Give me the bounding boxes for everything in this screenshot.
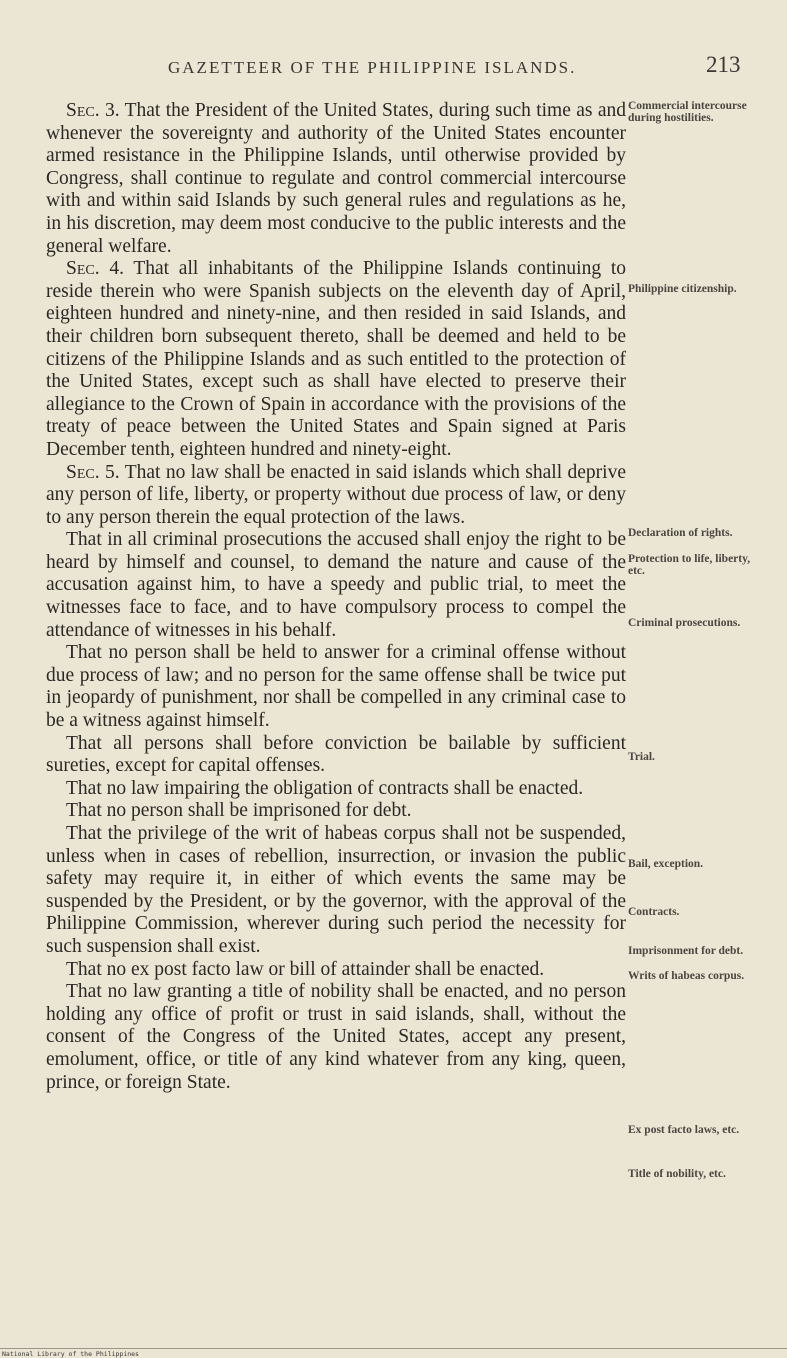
margin-note: Declaration of rights. — [628, 527, 733, 539]
body-text — [46, 100, 626, 1094]
paragraph-text: That no ex post facto law or bill of attainder shall be enacted. — [66, 958, 545, 980]
paragraph-sec-5 — [46, 462, 626, 530]
paragraph-habeas-corpus — [46, 823, 626, 959]
margin-note: Bail, exception. — [628, 858, 704, 870]
paragraph-text: That all persons shall before conviction be bailable by sufficient sureties, except for capital offenses. — [46, 732, 626, 777]
margin-note: Protection to life, liberty, etc. — [628, 553, 751, 577]
margin-note: Trial. — [628, 751, 655, 763]
section-label: Sec. 5. — [66, 461, 120, 483]
page-number: 213 — [706, 52, 741, 77]
footer-divider — [0, 1348, 787, 1349]
page-header — [0, 52, 787, 86]
margin-note: Criminal prosecutions. — [628, 617, 741, 629]
margin-note: Ex post facto laws, etc. — [628, 1124, 740, 1136]
paragraph-trial — [46, 642, 626, 732]
paragraph-imprisonment — [46, 800, 626, 823]
paragraph-nobility — [46, 981, 626, 1094]
paragraph-sec-4 — [46, 258, 626, 461]
paragraph-text: That the privilege of the writ of habeas corpus shall not be suspended, unless when in cases of rebellion, insurrection, or invasion the public safety may require it, in either of which events the same may be suspended by the President, or by the governor, with the approval of the Philippine Commission, wherever during such period the necessity for such suspension shall exist. — [46, 823, 626, 957]
paragraph-text: That all inhabitants of the Philippine Islands continuing to reside therein who were Spanish subjects on the eleventh day of April, eighteen hundred and ninety-nine, and then resided in said Islands, and their children born subsequent thereto, shall be deemed and held to be citizens of the Philippine Islands and as such entitled to the protection of the United States, except such as shall have elected to preserve their allegiance to the Crown of Spain in accordance with the provisions of the treaty of peace between the United States and Spain signed at Paris December tenth, eighteen hundred and ninety-eight. — [46, 258, 626, 460]
paragraph-sec-3 — [46, 100, 626, 258]
paragraph-contracts — [46, 778, 626, 801]
running-title: GAZETTEER OF THE PHILIPPINE ISLANDS. — [168, 58, 577, 77]
section-label: Sec. 4. — [66, 258, 124, 280]
margin-note: Title of nobility, etc. — [628, 1168, 726, 1180]
paragraph-text: That no person shall be held to answer for a criminal offense without due process of law; and no person for the same offense shall be twice put in jeopardy of punishment, nor shall be compelled in any criminal case to be a witness against himself. — [46, 642, 626, 732]
paragraph-text: That no law granting a title of nobility shall be enacted, and no person holding any office of profit or trust in said islands, shall, without the consent of the Congress of the United States, accept any present, emolument, office, or title of any kind whatever from any king, queen, prince, or foreign State. — [46, 981, 626, 1093]
section-label: Sec. 3. — [66, 100, 120, 121]
margin-note: Commercial intercourse during hostilities. — [628, 100, 747, 124]
margin-note: Writs of habeas corpus. — [628, 970, 745, 982]
margin-note: Contracts. — [628, 906, 680, 918]
footer-credit: National Library of the Philippines — [2, 1350, 139, 1358]
margin-note: Philippine citizenship. — [628, 283, 737, 295]
paragraph-criminal-prosecutions — [46, 529, 626, 642]
paragraph-bail — [46, 733, 626, 778]
paragraph-text: That the President of the United States, during such time as and whenever the sovereignty and authority of the United States encounter armed resistance in the Philippine Islands, until otherwise provided by Congress, shall continue to regulate and control commercial intercourse with and within said Islands by such general rules and regulations as he, in his discretion, may deem most conducive to the public interests and the general welfare. — [46, 100, 626, 257]
paragraph-text: That no law shall be enacted in said islands which shall deprive any person of life, liberty, or property without due process of law, or deny to any person therein the equal protection of the laws. — [46, 461, 626, 528]
paragraph-text: That in all criminal prosecutions the accused shall enjoy the right to be heard by himself and counsel, to demand the nature and cause of the accusation against him, to have a speedy and public trial, to meet the witnesses face to face, and to have compulsory process to compel the attendance of witnesses in his behalf. — [46, 529, 626, 641]
paragraph-text: That no person shall be imprisoned for debt. — [66, 800, 412, 822]
margin-note: Imprisonment for debt. — [628, 945, 744, 957]
paragraph-ex-post-facto — [46, 959, 626, 982]
paragraph-text: That no law impairing the obligation of contracts shall be enacted. — [66, 777, 584, 799]
